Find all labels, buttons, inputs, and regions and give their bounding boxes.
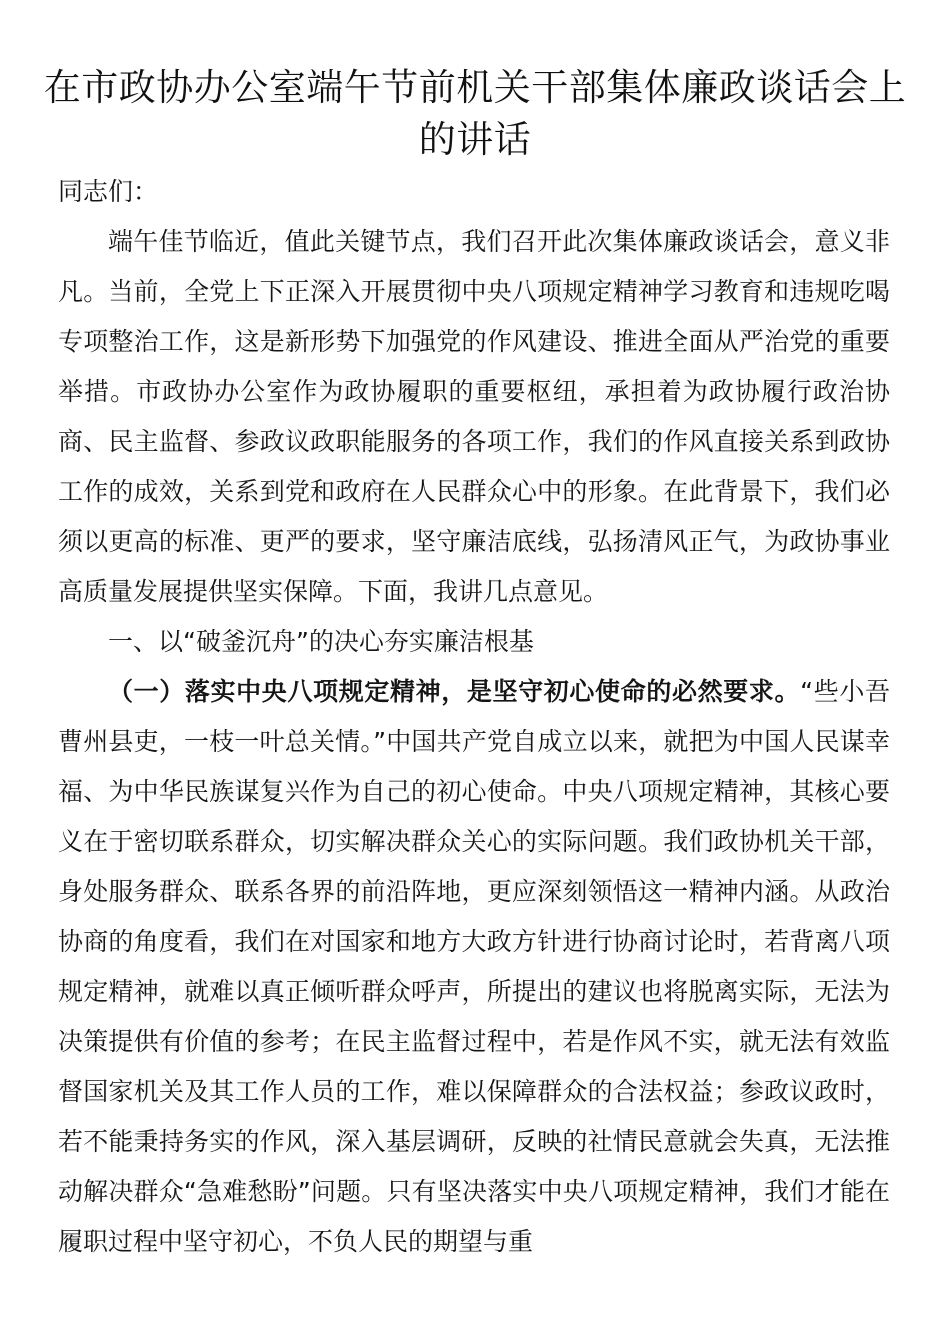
section-heading: 一、以“破釜沉舟”的决心夯实廉洁根基 xyxy=(108,627,534,656)
salutation: 同志们： xyxy=(58,177,159,206)
document-body xyxy=(58,167,890,1267)
subsection-text: “些小吾曹州县吏，一枝一叶总关情。”中国共产党自成立以来，就把为中国人民谋幸福、为中华民族谋复兴作为自己的初心使命。中央八项规定精神，其核心要义在于密切联系群众，切实解决群众关心的实际问题。我们政协机关干部，身处服务群众、联系各界的前沿阵地，更应深刻领悟这一精神内涵。从政治协商的角度看，我们在对国家和地方大政方针进行协商讨论时，若背离八项规定精神，就难以真正倾听群众呼声，所提出的建议也将脱离实际，无法为决策提供有价值的参考；在民主监督过程中，若是作风不实，就无法有效监督国家机关及其工作人员的工作，难以保障群众的合法权益；参政议政时，若不能秉持务实的作风，深入基层调研，反映的社情民意就会失真，无法推动解决群众“急难愁盼”问题。只有坚决落实中央八项规定精神，我们才能在履职过程中坚守初心，不负人民的期望与重 xyxy=(58,677,890,1256)
subsection-lead: （一）落实中央八项规定精神，是坚守初心使命的必然要求。 xyxy=(108,677,801,706)
subsection-paragraph xyxy=(58,667,890,1267)
intro-paragraph: 端午佳节临近，值此关键节点，我们召开此次集体廉政谈话会，意义非凡。当前，全党上下正深入开展贯彻中央八项规定精神学习教育和违规吃喝专项整治工作，这是新形势下加强党的作风建设、推进全面从严治党的重要举措。市政协办公室作为政协履职的重要枢纽，承担着为政协履行政治协商、民主监督、参政议政职能服务的各项工作，我们的作风直接关系到政协工作的成效，关系到党和政府在人民群众心中的形象。在此背景下，我们必须以更高的标准、更严的要求，坚守廉洁底线，弘扬清风正气，为政协事业高质量发展提供坚实保障。下面，我讲几点意见。 xyxy=(58,227,890,606)
document-title: 在市政协办公室端午节前机关干部集体廉政谈话会上的讲话 xyxy=(43,66,907,161)
